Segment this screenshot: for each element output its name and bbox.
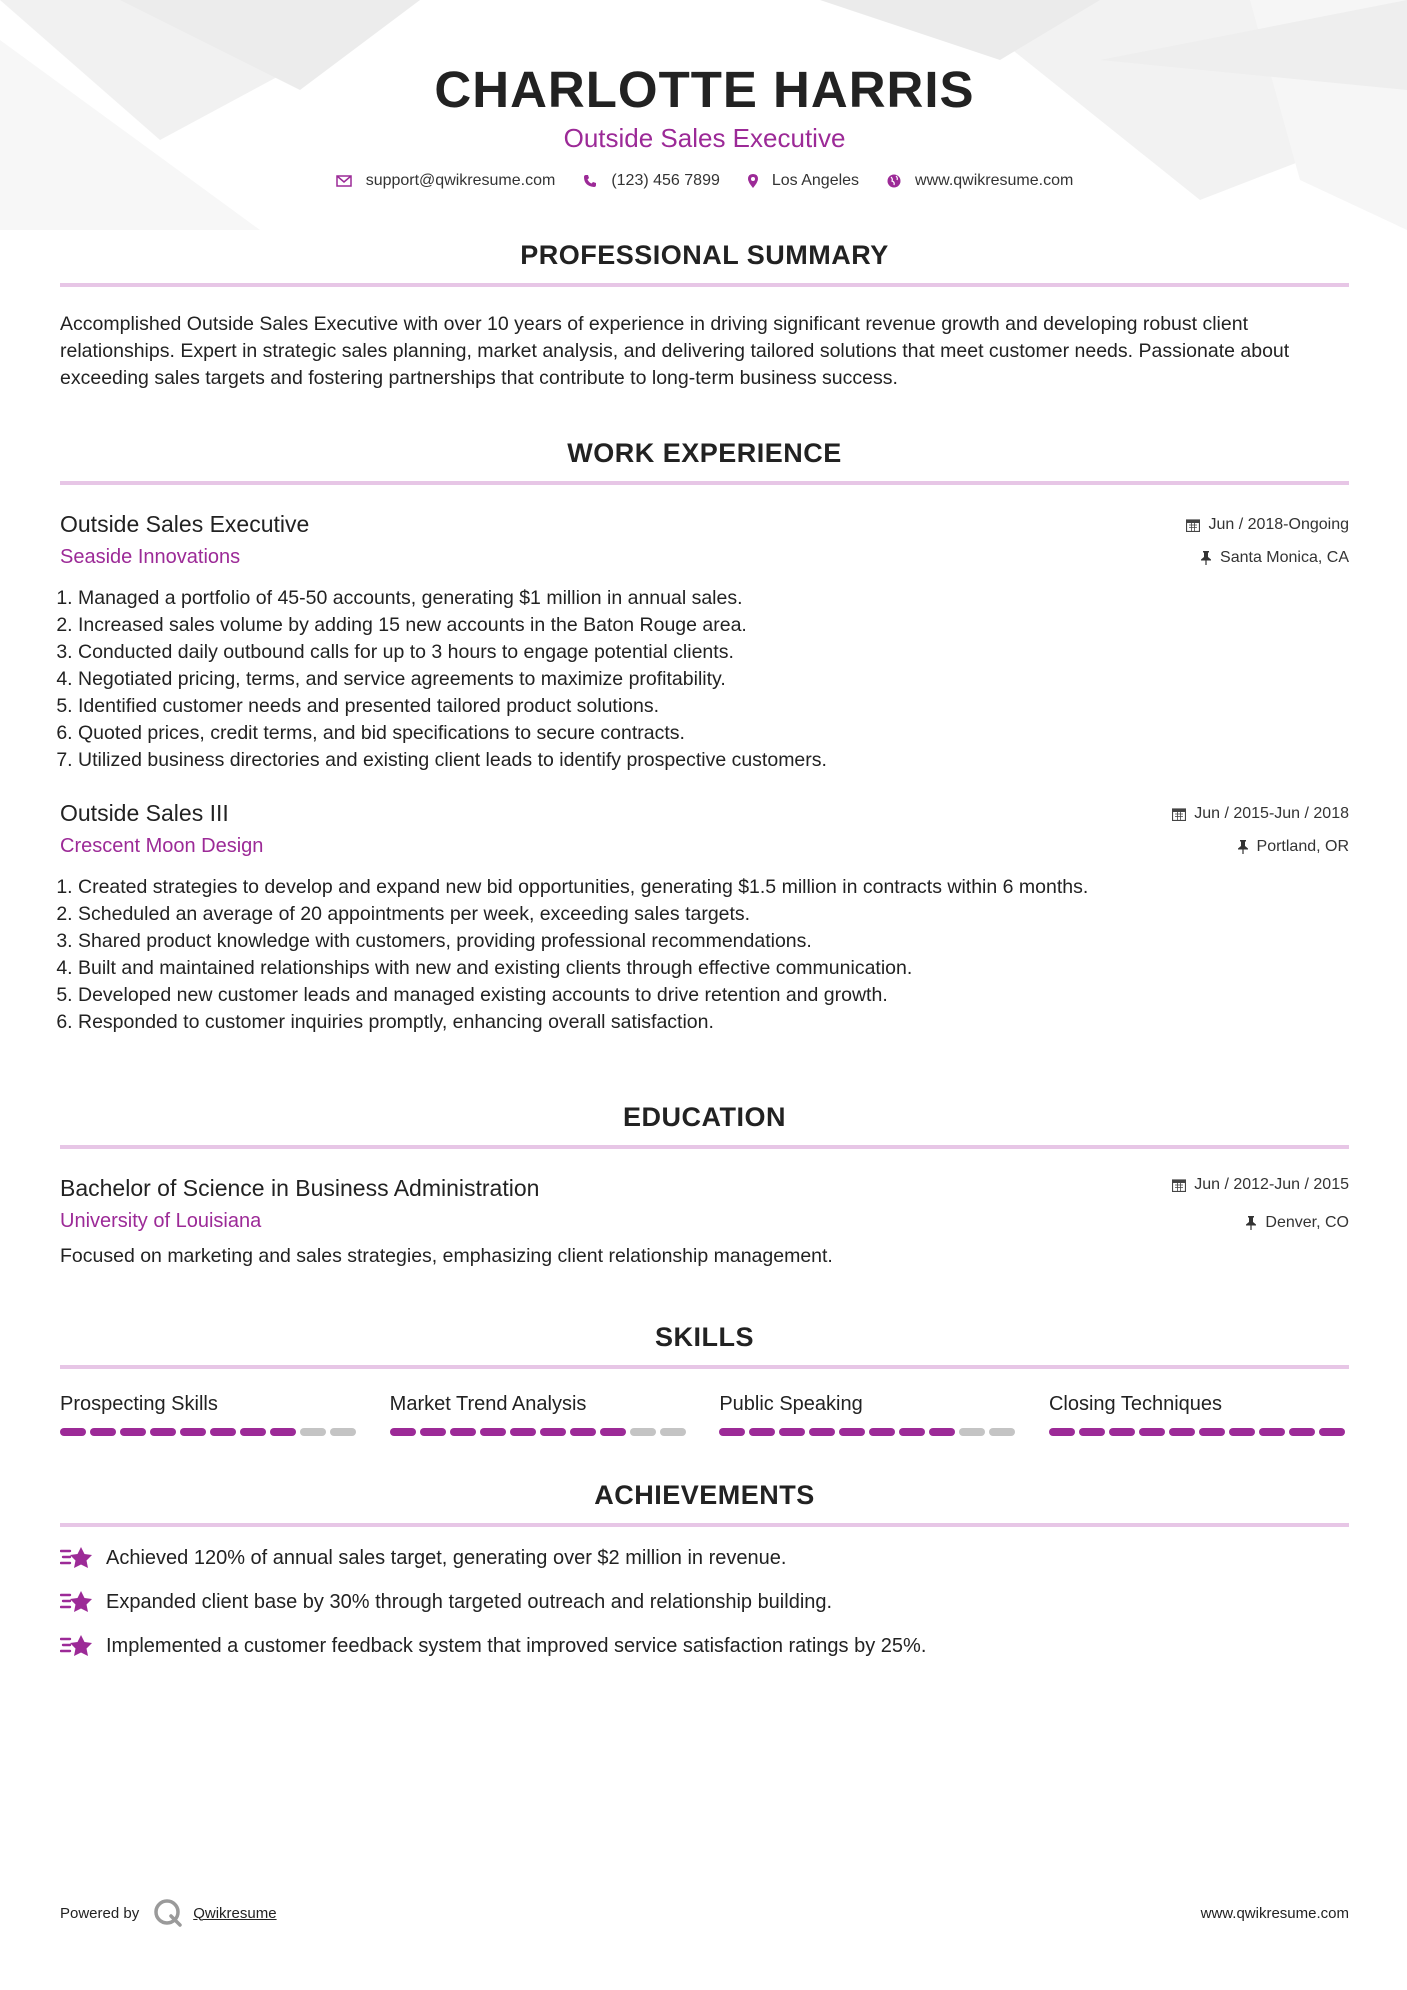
job-dates-text: Jun / 2015-Jun / 2018 xyxy=(1194,805,1349,822)
education-school: University of Louisiana xyxy=(60,1210,262,1232)
contact-website-text: www.qwikresume.com xyxy=(915,172,1074,189)
job-location xyxy=(1186,548,1349,568)
list-item: 4. Negotiated pricing, terms, and service agreements to maximize profitability. xyxy=(78,666,1349,693)
skill-level-segment xyxy=(749,1428,775,1436)
list-item: 4. Built and maintained relationships with new and existing clients through effective communication. xyxy=(78,955,1349,982)
pushpin-icon xyxy=(1237,840,1249,854)
page-footer xyxy=(60,1898,1349,1928)
skill-item xyxy=(1049,1393,1349,1436)
skill-level-segment xyxy=(150,1428,176,1436)
achievement-text: Expanded client base by 30% through targeted outreach and relationship building. xyxy=(106,1590,833,1613)
education-meta xyxy=(1172,1175,1349,1233)
skill-item xyxy=(60,1393,360,1436)
job-company: Seaside Innovations xyxy=(60,546,241,568)
skill-level-segment xyxy=(660,1428,686,1436)
pushpin-icon xyxy=(1200,551,1212,565)
skill-level-segment xyxy=(1049,1428,1075,1436)
job-meta xyxy=(1186,511,1349,568)
list-item: 3. Conducted daily outbound calls for up to 3 hours to engage potential clients. xyxy=(78,639,1349,666)
job-meta xyxy=(1172,800,1349,857)
list-item: 6. Quoted prices, credit terms, and bid specifications to secure contracts. xyxy=(78,720,1349,747)
education-entry xyxy=(60,1175,1349,1268)
job-location-text: Santa Monica, CA xyxy=(1220,549,1349,566)
job-bullets xyxy=(60,585,1349,774)
job-dates xyxy=(1186,515,1349,535)
job-location xyxy=(1172,837,1349,857)
contact-phone-text: (123) 456 7899 xyxy=(611,172,720,189)
pushpin-icon xyxy=(1245,1216,1257,1230)
job-dates-text: Jun / 2018-Ongoing xyxy=(1208,516,1349,533)
skill-level-segment xyxy=(300,1428,326,1436)
skills-list xyxy=(60,1393,1349,1436)
list-item: 2. Scheduled an average of 20 appointments per week, exceeding sales targets. xyxy=(78,901,1349,928)
contact-location-text: Los Angeles xyxy=(771,172,860,189)
education-heading: EDUCATION xyxy=(623,1102,786,1132)
experience-heading: WORK EXPERIENCE xyxy=(567,438,842,468)
skill-name: Market Trend Analysis xyxy=(389,1393,587,1415)
skill-level-segment xyxy=(60,1428,86,1436)
contact-bar xyxy=(60,172,1349,190)
list-item: 7. Utilized business directories and existing client leads to identify prospective customers. xyxy=(78,747,1349,774)
envelope-icon xyxy=(336,175,352,187)
candidate-name: CHARLOTTE HARRIS xyxy=(434,61,975,118)
resume-page xyxy=(60,0,1349,1659)
globe-icon xyxy=(887,174,901,188)
skill-name: Public Speaking xyxy=(719,1393,863,1415)
skill-level-segment xyxy=(1139,1428,1165,1436)
qwikresume-logo-icon xyxy=(153,1898,183,1928)
skill-level-segment xyxy=(90,1428,116,1436)
skill-level-segment xyxy=(1109,1428,1135,1436)
contact-email[interactable] xyxy=(336,172,556,190)
contact-location xyxy=(748,172,859,190)
job-entry xyxy=(60,800,1349,1036)
list-item xyxy=(60,1589,1349,1615)
achievement-text: Achieved 120% of annual sales target, generating over $2 million in revenue. xyxy=(106,1546,787,1569)
skill-level-segment xyxy=(420,1428,446,1436)
skill-level-segment xyxy=(1319,1428,1345,1436)
skill-level-segment xyxy=(959,1428,985,1436)
list-item: 2. Increased sales volume by adding 15 new accounts in the Baton Rouge area. xyxy=(78,612,1349,639)
calendar-icon xyxy=(1172,807,1186,821)
job-title: Outside Sales Executive xyxy=(60,511,310,537)
skill-level-segment xyxy=(899,1428,925,1436)
section-divider xyxy=(60,1523,1349,1527)
skill-level-segment xyxy=(989,1428,1015,1436)
skill-level-segment xyxy=(570,1428,596,1436)
footer-website[interactable]: www.qwikresume.com xyxy=(1200,1904,1349,1922)
calendar-icon xyxy=(1172,1178,1186,1192)
skill-level-segment xyxy=(1259,1428,1285,1436)
skill-level-segment xyxy=(240,1428,266,1436)
contact-phone[interactable] xyxy=(583,172,720,190)
achievements-heading: ACHIEVEMENTS xyxy=(594,1480,815,1510)
skill-level-segment xyxy=(600,1428,626,1436)
star-achievement-icon xyxy=(60,1545,94,1571)
skill-level-segment xyxy=(1079,1428,1105,1436)
list-item: 5. Developed new customer leads and managed existing accounts to drive retention and growth. xyxy=(78,982,1349,1009)
skill-item xyxy=(390,1393,690,1436)
summary-heading: PROFESSIONAL SUMMARY xyxy=(520,240,889,270)
skill-level-segment xyxy=(330,1428,356,1436)
footer-powered-by xyxy=(60,1898,277,1928)
education-description: Focused on marketing and sales strategies, emphasizing client relationship management. xyxy=(60,1245,833,1267)
list-item: 5. Identified customer needs and presented tailored product solutions. xyxy=(78,693,1349,720)
skill-level-segment xyxy=(120,1428,146,1436)
resume-header xyxy=(60,0,1349,190)
skill-level-segment xyxy=(510,1428,536,1436)
education-dates xyxy=(1172,1175,1349,1195)
education-location-text: Denver, CO xyxy=(1265,1214,1349,1231)
skill-level-segment xyxy=(1199,1428,1225,1436)
skill-level-meter xyxy=(719,1428,1019,1436)
education-location xyxy=(1172,1213,1349,1233)
job-bullets xyxy=(60,874,1349,1036)
education-dates-text: Jun / 2012-Jun / 2015 xyxy=(1194,1176,1349,1193)
candidate-role: Outside Sales Executive xyxy=(563,123,846,153)
skills-section xyxy=(60,1322,1349,1436)
skill-level-meter xyxy=(1049,1428,1349,1436)
phone-icon xyxy=(583,174,597,188)
skill-level-segment xyxy=(540,1428,566,1436)
contact-website[interactable] xyxy=(887,172,1073,190)
achievement-text: Implemented a customer feedback system that improved service satisfaction ratings by 25%. xyxy=(106,1634,927,1657)
star-achievement-icon xyxy=(60,1633,94,1659)
skill-level-segment xyxy=(809,1428,835,1436)
skill-level-segment xyxy=(450,1428,476,1436)
job-title: Outside Sales III xyxy=(60,800,229,826)
job-entry xyxy=(60,511,1349,774)
skill-level-segment xyxy=(480,1428,506,1436)
education-section xyxy=(60,1102,1349,1268)
contact-email-text: support@qwikresume.com xyxy=(365,172,556,189)
skill-level-segment xyxy=(719,1428,745,1436)
skill-level-segment xyxy=(1289,1428,1315,1436)
section-divider xyxy=(60,1365,1349,1369)
list-item: 1. Created strategies to develop and expand new bid opportunities, generating $1.5 million in contracts within 6 months. xyxy=(78,874,1349,901)
skill-level-segment xyxy=(929,1428,955,1436)
skill-level-segment xyxy=(210,1428,236,1436)
skill-name: Closing Techniques xyxy=(1048,1393,1223,1415)
job-company: Crescent Moon Design xyxy=(60,835,264,857)
star-achievement-icon xyxy=(60,1589,94,1615)
list-item: 3. Shared product knowledge with customers, providing professional recommendations. xyxy=(78,928,1349,955)
calendar-icon xyxy=(1186,518,1200,532)
skill-item xyxy=(719,1393,1019,1436)
list-item: 6. Responded to customer inquiries promptly, enhancing overall satisfaction. xyxy=(78,1009,1349,1036)
skill-name: Prospecting Skills xyxy=(60,1393,218,1415)
list-item xyxy=(60,1633,1349,1659)
map-marker-icon xyxy=(748,174,758,188)
skill-level-meter xyxy=(390,1428,690,1436)
skill-level-segment xyxy=(270,1428,296,1436)
job-dates xyxy=(1172,804,1349,824)
skill-level-segment xyxy=(390,1428,416,1436)
education-degree: Bachelor of Science in Business Administration xyxy=(60,1175,540,1201)
section-divider xyxy=(60,283,1349,287)
achievements-section xyxy=(60,1480,1349,1659)
powered-by-text: Powered by xyxy=(60,1904,140,1922)
achievements-list xyxy=(60,1545,1349,1659)
section-divider xyxy=(60,1145,1349,1149)
skill-level-meter xyxy=(60,1428,360,1436)
list-item: 1. Managed a portfolio of 45-50 accounts, generating $1 million in annual sales. xyxy=(78,585,1349,612)
skill-level-segment xyxy=(869,1428,895,1436)
skills-heading: SKILLS xyxy=(654,1322,754,1352)
section-divider xyxy=(60,481,1349,485)
summary-section xyxy=(60,240,1349,392)
skill-level-segment xyxy=(1169,1428,1195,1436)
skill-level-segment xyxy=(779,1428,805,1436)
summary-text: Accomplished Outside Sales Executive with over 10 years of experience in driving significant revenue growth and developing robust client relationships. Expert in strategic sales planning, market analysis, and delivering tailored solutions that meet customer needs. Passionate about exceeding sales targets and fostering partnerships that contribute to long-term business success. xyxy=(60,313,1290,389)
skill-level-segment xyxy=(1229,1428,1255,1436)
experience-section xyxy=(60,438,1349,1036)
skill-level-segment xyxy=(180,1428,206,1436)
skill-level-segment xyxy=(839,1428,865,1436)
list-item xyxy=(60,1545,1349,1571)
qwikresume-link[interactable]: Qwikresume xyxy=(193,1904,277,1922)
job-location-text: Portland, OR xyxy=(1256,838,1349,855)
skill-level-segment xyxy=(630,1428,656,1436)
